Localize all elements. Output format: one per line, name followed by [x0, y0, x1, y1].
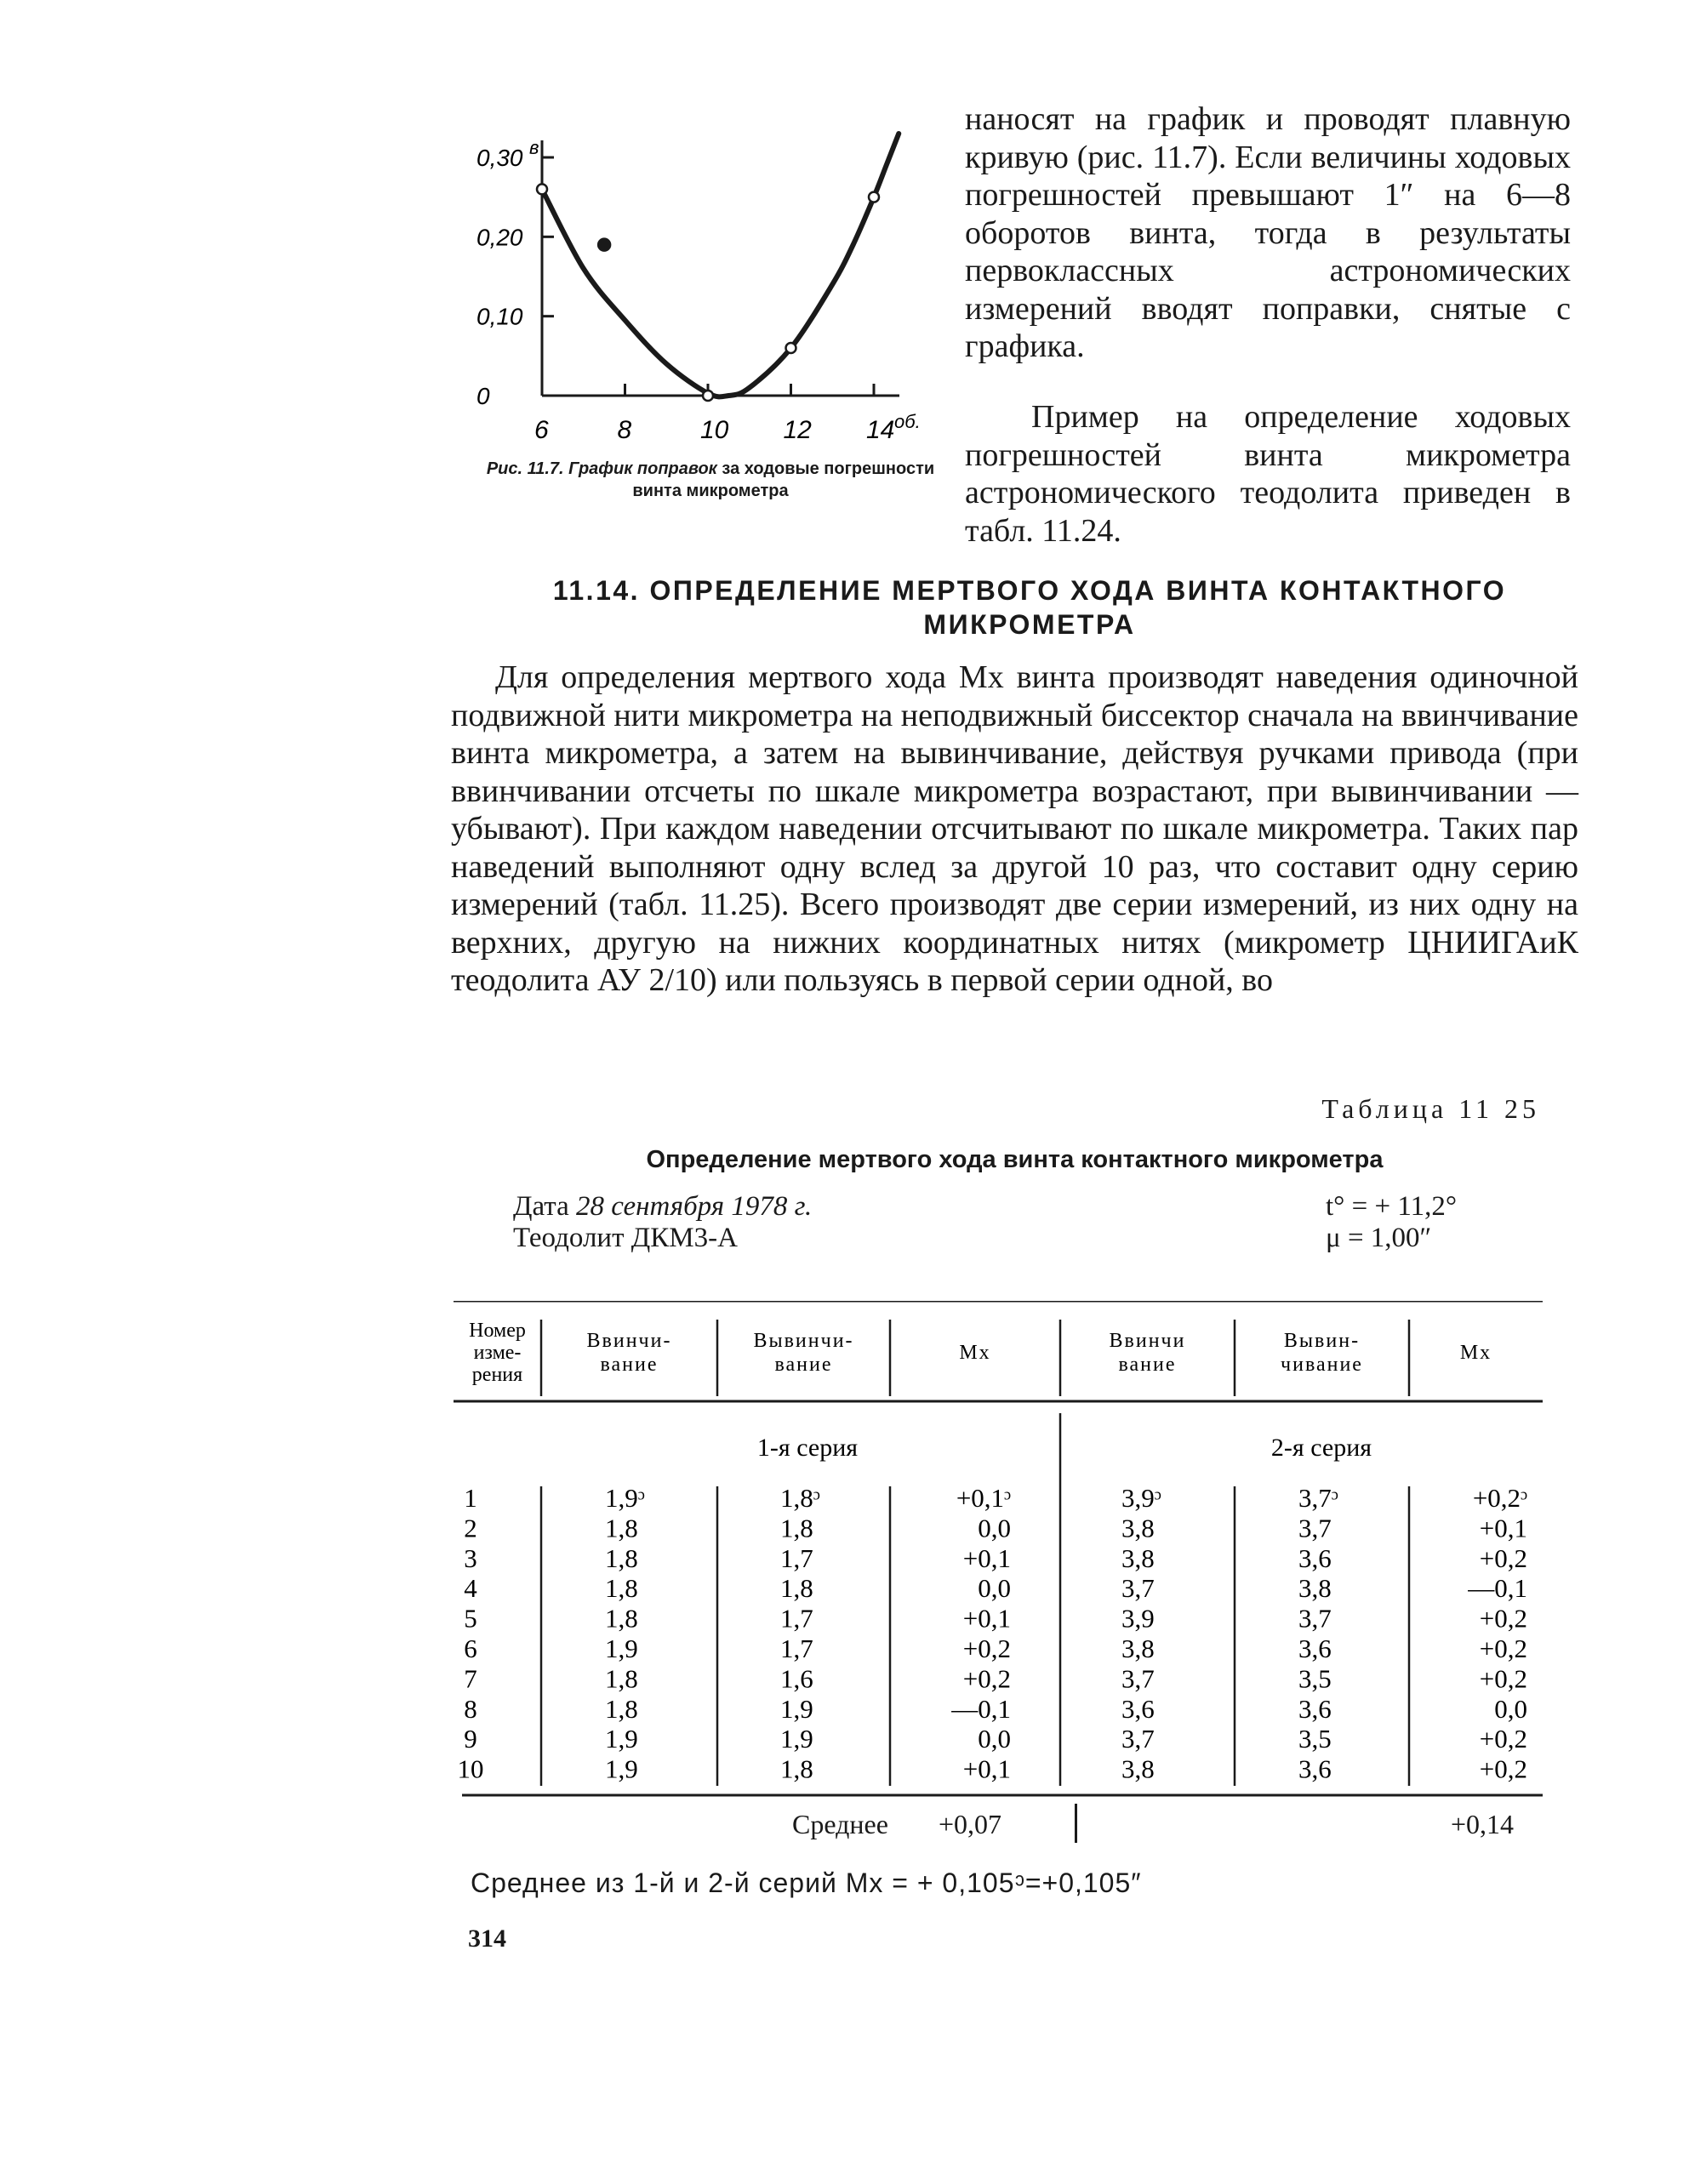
table-cell: 3,7 — [1121, 1663, 1155, 1694]
data-point — [703, 391, 713, 401]
series2-label: 2-я серия — [1270, 1434, 1372, 1462]
header-cell: рения — [471, 1364, 523, 1386]
table-cell: 3,8 — [1121, 1634, 1155, 1663]
section-heading-line2: МИКРОМЕТРА — [923, 609, 1136, 640]
table-cell: 3,6 — [1121, 1693, 1155, 1724]
chart-svg — [476, 102, 953, 459]
table-title: Определение мертвого хода винта контактного микрометра — [646, 1146, 1384, 1173]
header-cell: вание — [600, 1354, 659, 1376]
y-tick-label: 0 — [476, 383, 490, 409]
x-unit-label: об. — [894, 411, 921, 432]
table-cell: 3,6 — [1298, 1542, 1332, 1573]
example-paragraph: Пример на определение ходовых погрешностей винта микрометра астрономического теодолита приведен в табл. 11.24. — [965, 399, 1571, 549]
table-cell: 3,7 — [1121, 1573, 1155, 1604]
table-cell: 1,7 — [780, 1542, 813, 1573]
table-cell: +0,1 — [962, 1542, 1011, 1573]
data-point — [786, 343, 796, 353]
table-cell: 3,8 — [1298, 1573, 1332, 1604]
table-cell: +0,2ᵓ — [1472, 1483, 1527, 1513]
mean-divider — [1075, 1804, 1077, 1843]
table-cell: 1,8 — [780, 1753, 813, 1784]
y-tick-label: 0,10 — [476, 303, 523, 330]
table-cell: 1,9 — [605, 1724, 638, 1754]
mean-series2: +0,14 — [1451, 1809, 1515, 1839]
table-cell: 1,8ᵓ — [780, 1483, 820, 1513]
table-cell: 1,9 — [605, 1753, 638, 1784]
table-cell: 3,9 — [1121, 1603, 1155, 1634]
measurement-table — [454, 1301, 1543, 1879]
table-cell: 1,8 — [605, 1513, 638, 1543]
table-cell: 5 — [464, 1603, 477, 1634]
table-cell: 1 — [464, 1483, 477, 1513]
measurement-table-svg — [454, 1301, 1543, 1879]
section-heading-line1: 11.14. ОПРЕДЕЛЕНИЕ МЕРТВОГО ХОДА ВИНТА КОНТАКТНОГО — [552, 575, 1507, 606]
header-cell: Ввинчи — [1109, 1330, 1186, 1352]
page-number: 314 — [468, 1925, 506, 1953]
table-cell: 3,9ᵓ — [1121, 1483, 1161, 1513]
table-cell: +0,2 — [962, 1634, 1011, 1663]
table-cell: +0,2 — [962, 1663, 1011, 1694]
table-cell: 0,0 — [1494, 1693, 1527, 1724]
table-cell: +0,1 — [962, 1753, 1011, 1784]
table-cell: 1,9 — [780, 1724, 813, 1754]
table-cell: +0,2 — [1479, 1663, 1527, 1694]
table-cell: 8 — [464, 1693, 477, 1724]
table-cell: 3,7 — [1298, 1603, 1332, 1634]
series1-label: 1-я серия — [756, 1434, 859, 1462]
table-cell: 3,7ᵓ — [1298, 1483, 1338, 1513]
table-cell: +0,1ᵓ — [956, 1483, 1011, 1513]
table-date — [513, 1191, 812, 1222]
table-cell: 1,9 — [780, 1693, 813, 1724]
table-cell: 3 — [464, 1542, 477, 1573]
table-cell: +0,1 — [962, 1603, 1011, 1634]
table-cell: +0,2 — [1479, 1753, 1527, 1784]
table-cell: 6 — [464, 1634, 477, 1663]
table-cell: —0,1 — [1468, 1573, 1527, 1604]
x-tick-label: 12 — [783, 416, 812, 444]
figure-caption — [481, 458, 940, 502]
table-cell: 1,7 — [780, 1603, 813, 1634]
section-heading — [476, 573, 1583, 642]
table-cell: 4 — [464, 1573, 477, 1604]
header-cell: Номер — [469, 1320, 526, 1342]
date-value: 28 сентября 1978 г. — [576, 1191, 813, 1222]
table-cell: +0,2 — [1479, 1603, 1527, 1634]
table-temperature: t° = + 11,2° — [1326, 1191, 1458, 1222]
caption-prefix: Рис. 11.7. — [486, 459, 564, 478]
table-cell: 1,8 — [605, 1603, 638, 1634]
final-mean-line: Среднее из 1-й и 2-й серий Мх = + 0,105ᵓ=+0,105″ — [471, 1868, 1142, 1898]
intro-paragraph-block — [965, 100, 1571, 366]
table-cell: 7 — [464, 1663, 477, 1694]
table-cell: +0,1 — [1479, 1513, 1527, 1543]
table-cell: 1,8 — [605, 1542, 638, 1573]
mean-series1: +0,07 — [939, 1809, 1002, 1839]
table-cell: 1,8 — [605, 1693, 638, 1724]
table-mu: μ = 1,00″ — [1326, 1223, 1432, 1253]
table-cell: 3,8 — [1121, 1753, 1155, 1784]
data-point-filled — [598, 239, 610, 251]
table-cell: 3,6 — [1298, 1634, 1332, 1663]
table-cell: +0,2 — [1479, 1542, 1527, 1573]
header-cell: изме- — [473, 1342, 522, 1364]
table-cell: 3,8 — [1121, 1513, 1155, 1543]
body-paragraph: Для определения мертвого хода Мх винта производят наведения одиночной подвижной нити микрометра на неподвижный биссектор сначала на ввинчивание винта микрометра, а затем на вывинчивание, действуя ручками привода (при ввинчивании отсчеты по шкале микрометра возрастают, при вывинчивании — убывают). При каждом наведении отсчитывают по шкале микрометра. Таких пар наведений выполняют одну вслед за другой 10 раз, что составит одну серию измерений (табл. 11.25). Всего производят две серии измерений, из них одну на верхних, другую на нижних координатных нитях (микрометр ЦНИИГАиК теодолита АУ 2/10) или пользуясь в первой серии одной, во — [451, 659, 1578, 998]
x-tick-label: 14 — [866, 416, 895, 444]
y-unit-label: в — [529, 137, 539, 158]
table-cell: 0,0 — [978, 1573, 1011, 1604]
x-tick-label: 6 — [534, 416, 549, 444]
header-cell: Ввинчи- — [586, 1330, 672, 1352]
mean-label: Среднее — [792, 1809, 888, 1839]
table-cell: +0,2 — [1479, 1634, 1527, 1663]
table-cell: 3,7 — [1298, 1513, 1332, 1543]
y-tick-label: 0,30 — [476, 145, 523, 171]
date-label: Дата — [513, 1191, 569, 1222]
header-cell: чивание — [1281, 1354, 1363, 1376]
table-cell: 0,0 — [978, 1513, 1011, 1543]
header-cell: Вывин- — [1283, 1330, 1361, 1352]
table-cell: 3,7 — [1121, 1724, 1155, 1754]
table-cell: 2 — [464, 1513, 477, 1543]
body-text-block — [451, 659, 1578, 1000]
header-cell: Вывинчи- — [753, 1330, 854, 1352]
table-cell: 0,0 — [978, 1724, 1011, 1754]
y-tick-label: 0,20 — [476, 224, 523, 251]
header-cell: вание — [1118, 1354, 1177, 1376]
table-cell: 3,5 — [1298, 1663, 1332, 1694]
table-cell: 1,9ᵓ — [605, 1483, 645, 1513]
table-cell: 1,8 — [780, 1573, 813, 1604]
example-paragraph-block — [965, 398, 1571, 550]
table-theodolite: Теодолит ДКМ3-А — [513, 1223, 738, 1253]
table-cell: 1,9 — [605, 1634, 638, 1663]
table-cell: 1,8 — [780, 1513, 813, 1543]
x-tick-label: 8 — [617, 416, 632, 444]
table-cell: 1,8 — [605, 1573, 638, 1604]
table-label: Таблица 11 25 — [1321, 1093, 1540, 1124]
data-point — [869, 192, 879, 202]
header-cell: вание — [774, 1354, 833, 1376]
table-cell: 3,5 — [1298, 1724, 1332, 1754]
table-cell: 1,6 — [780, 1663, 813, 1694]
table-cell: 3,8 — [1121, 1542, 1155, 1573]
data-point — [537, 184, 547, 194]
table-cell: 1,8 — [605, 1663, 638, 1694]
header-cell: Мх — [959, 1342, 991, 1364]
x-tick-label: 10 — [700, 416, 729, 444]
correction-curve — [542, 134, 899, 396]
table-cell: 1,7 — [780, 1634, 813, 1663]
intro-paragraph: наносят на график и проводят плавную кривую (рис. 11.7). Если величины ходовых погрешностей превышают 1″ на 6—8 оборотов винта, тогда в результаты первоклассных астрономических измерений вводят поправки, снятые с графика. — [965, 101, 1571, 364]
mean-row — [454, 1809, 1543, 1846]
caption-rest: за ходовые погрешности винта микрометра — [632, 459, 935, 500]
table-cell: 3,6 — [1298, 1753, 1332, 1784]
table-cell: 9 — [464, 1724, 477, 1754]
caption-title: График поправок — [568, 459, 717, 478]
table-cell: —0,1 — [951, 1693, 1011, 1724]
table-cell: 3,6 — [1298, 1693, 1332, 1724]
table-cell: +0,2 — [1479, 1724, 1527, 1754]
table-cell: 10 — [457, 1753, 484, 1784]
header-cell: Мх — [1459, 1342, 1492, 1364]
